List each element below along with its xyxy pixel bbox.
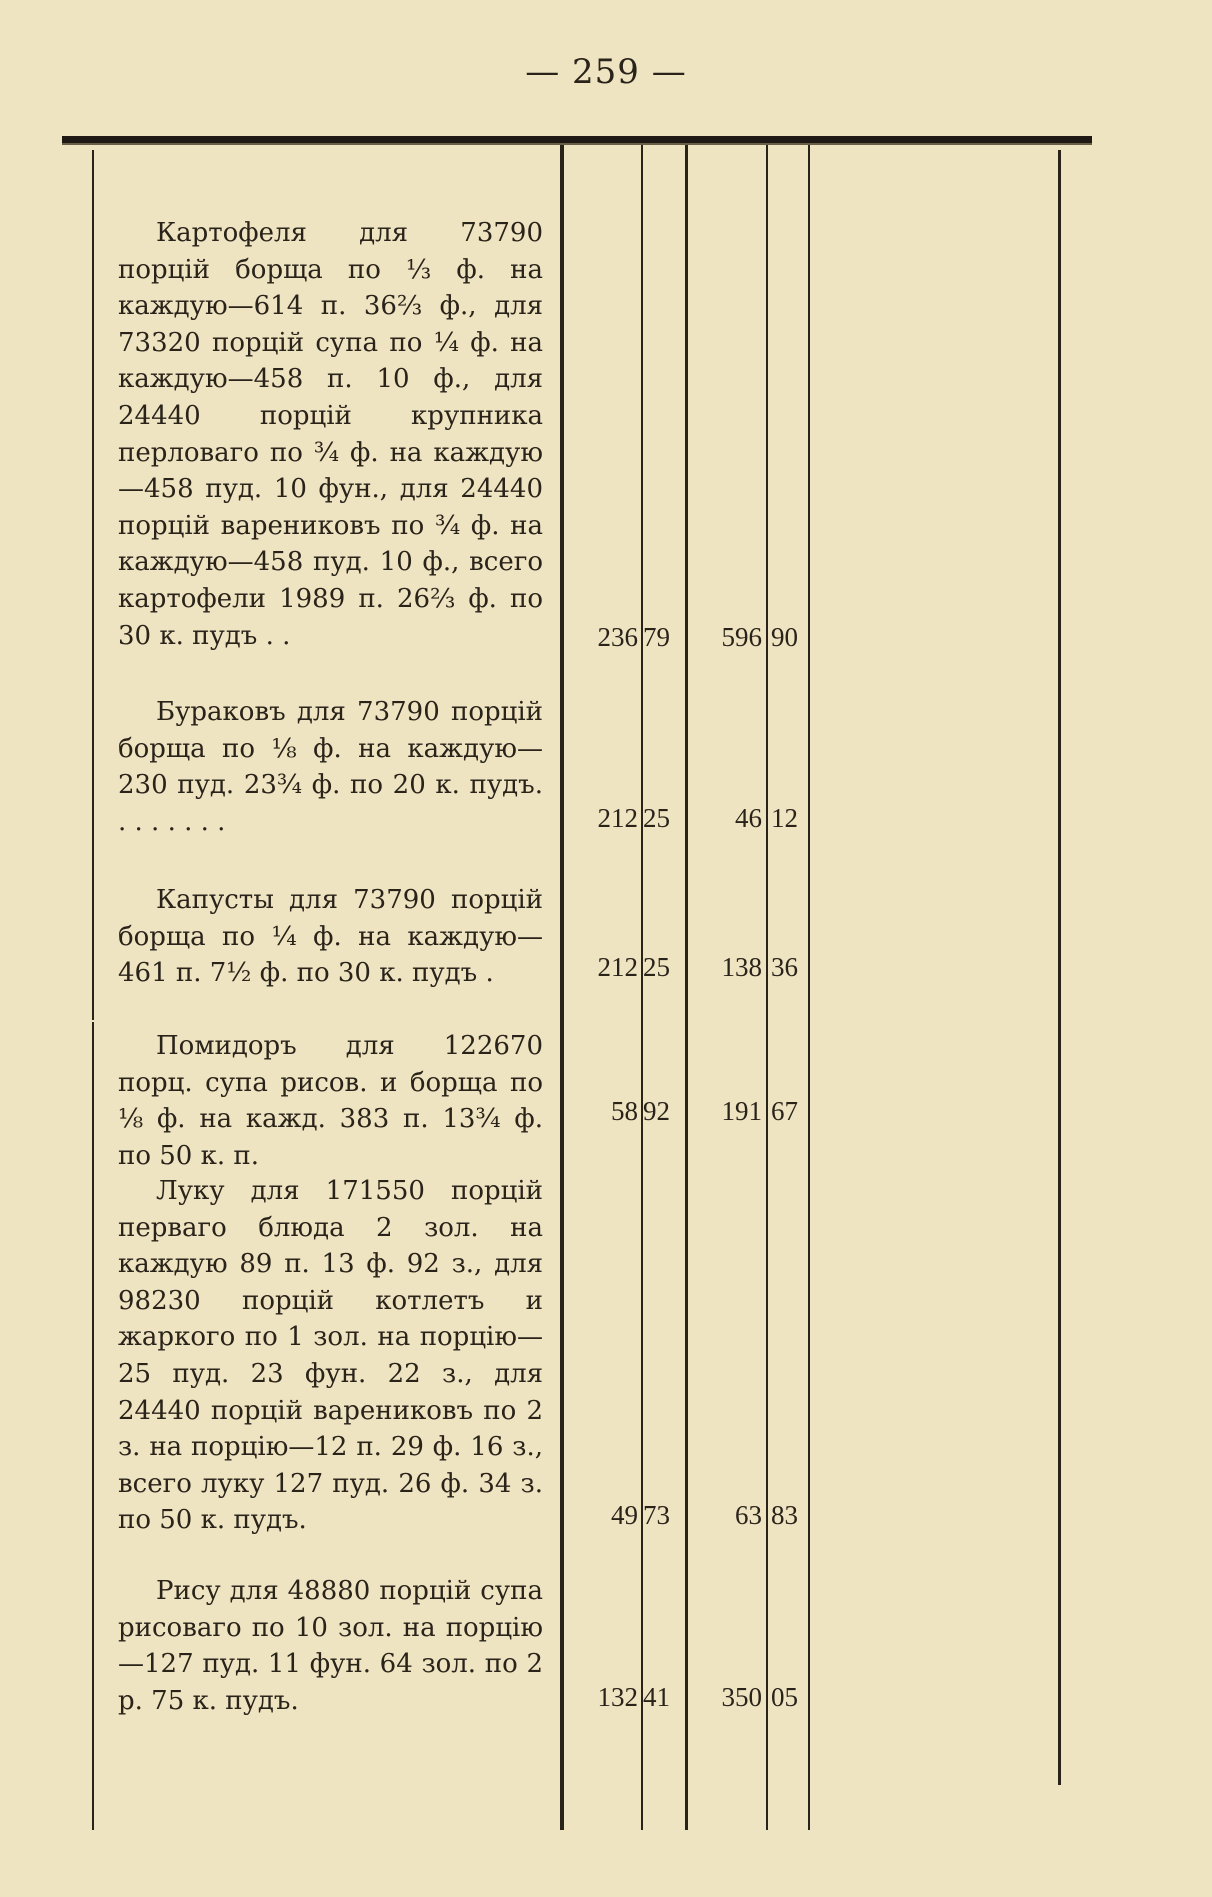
total-rubles: 596: [721, 622, 762, 652]
amount-rubles: 49: [611, 1500, 638, 1530]
amount-kopecks: 25: [643, 952, 670, 982]
entry-tomatoes: [118, 1028, 543, 1174]
page-number: — 259 —: [525, 52, 687, 92]
total-rubles: 63: [735, 1500, 762, 1530]
entry-text: Помидоръ для 122670 порц. супа рисов. и борща по ⅛ ф. на кажд. 383 п. 13¾ ф. по 50 к. п.: [118, 1031, 543, 1171]
total-kopecks: 12: [771, 803, 798, 833]
entry-text: Капусты для 73790 порцій борща по ¼ ф. на каждую—461 п. 7½ ф. по 30 к. пудъ .: [118, 885, 543, 989]
top-rule: [62, 136, 1092, 145]
entry-text: Бураковъ для 73790 порцій борща по ⅛ ф. на каждую—230 пуд. 23¾ ф. по 20 к. пудъ. . . . . . . .: [118, 697, 543, 837]
text-column-divider: [560, 145, 564, 1830]
total-kopecks: 05: [771, 1682, 798, 1712]
total-kopecks: 90: [771, 622, 798, 652]
total-rubles: 350: [721, 1682, 762, 1712]
entry-beets: [118, 694, 543, 840]
table-border-right: [1058, 150, 1061, 1785]
entry-text: Луку для 171550 порцій перваго блюда 2 зол. на каждую 89 п. 13 ф. 92 з., для 98230 порцій котлетъ и жаркого по 1 зол. на порцію—25 пуд. 23 фун. 22 з., для 24440 порцій варениковъ по 2 з. на порцію—12 п. 29 ф. 16 з., всего луку 127 пуд. 26 ф. 34 з. по 50 к. пудъ.: [118, 1176, 543, 1536]
total-rubles: 138: [721, 952, 762, 982]
table-border-left: [92, 150, 94, 1020]
entry-text: Рису для 48880 порцій супа рисоваго по 10 зол. на порцію—127 пуд. 11 фун. 64 зол. по 2 р. 75 к. пудъ.: [118, 1576, 543, 1716]
amount-rubles: 58: [611, 1096, 638, 1126]
amount-kopecks: 92: [643, 1096, 670, 1126]
amount-rubles: 212: [597, 952, 638, 982]
entry-potatoes: [118, 215, 543, 654]
entry-cabbage: [118, 882, 543, 992]
amount-kopecks: 25: [643, 803, 670, 833]
entry-text: Картофеля для 73790 порцій борща по ⅓ ф. на каждую—614 п. 36⅔ ф., для 73320 порцій супа по ¼ ф. на каждую—458 п. 10 ф., для 24440 порцій крупника перловаго по ¾ ф. на каждую—458 пуд. 10 фун., для 24440 порцій варениковъ по ¾ ф. на каждую—458 пуд. 10 ф., всего картофели 1989 п. 26⅔ ф. по 30 к. пудъ . .: [118, 218, 543, 651]
column-divider-1: [641, 145, 643, 1830]
table-border-left-lower: [92, 1022, 94, 1830]
total-rubles: 191: [721, 1096, 762, 1126]
amount-rubles: 236: [597, 622, 638, 652]
total-rubles: 46: [735, 803, 762, 833]
total-kopecks: 83: [771, 1500, 798, 1530]
amount-kopecks: 41: [643, 1682, 670, 1712]
amount-kopecks: 79: [643, 622, 670, 652]
column-divider-2: [685, 145, 688, 1830]
column-divider-4: [808, 145, 810, 1830]
amount-rubles: 132: [597, 1682, 638, 1712]
entry-rice: [118, 1573, 543, 1719]
total-kopecks: 67: [771, 1096, 798, 1126]
amount-kopecks: 73: [643, 1500, 670, 1530]
column-divider-3: [766, 145, 768, 1830]
total-kopecks: 36: [771, 952, 798, 982]
entry-onions: [118, 1173, 543, 1539]
amount-rubles: 212: [597, 803, 638, 833]
